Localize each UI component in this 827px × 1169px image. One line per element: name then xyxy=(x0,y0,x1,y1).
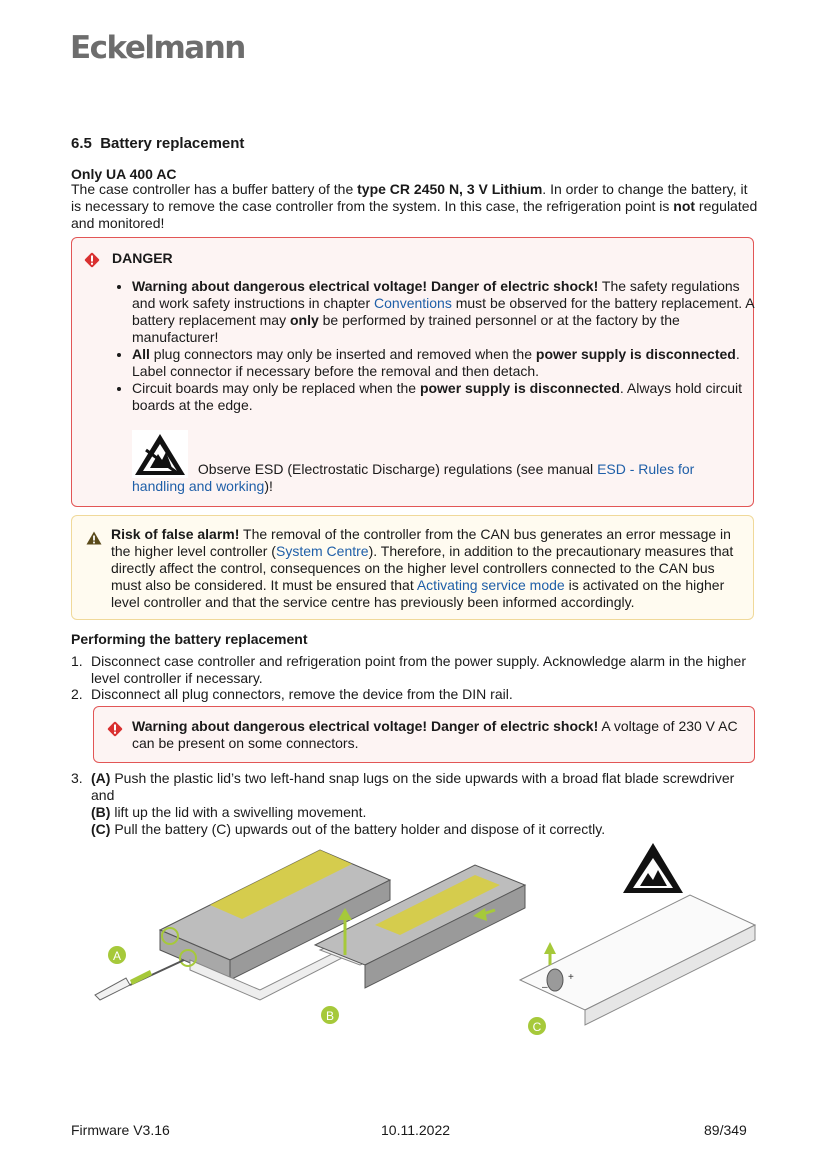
danger-icon xyxy=(84,252,100,268)
system-centre-link[interactable]: System Centre xyxy=(275,543,369,559)
warning-text: Risk of false alarm! The removal of the controller from the CAN bus generates an error message in the higher level controller (System Centre). Therefore, in addition to the precautionary measures that directly affect the control, consequences on the higher level controllers connected to the CAN bus must also be considered. It must be ensured that Activating service mode is activated on the higher level controller and that the service centre has previously been informed accordingly. xyxy=(111,526,734,610)
danger-list xyxy=(118,278,762,414)
svg-text:B: B xyxy=(325,1009,335,1023)
footer-firmware: Firmware V3.16 xyxy=(71,1122,170,1138)
esd-warning-icon xyxy=(132,430,188,478)
label-a xyxy=(108,946,126,964)
warning-box xyxy=(71,515,754,620)
svg-text:+: + xyxy=(568,972,574,983)
danger-item: • Circuit boards may only be replaced when the power supply is disconnected. Always hold circuit boards at the edge. xyxy=(132,380,762,414)
footer-page-number: 89/349 xyxy=(704,1122,747,1138)
intro-paragraph: The case controller has a buffer battery of the type CR 2450 N, 3 V Lithium. In order to change the battery, it is necessary to remove the case controller from the system. In this case, the refrigeration point is not regulated and monitored! xyxy=(71,181,758,231)
danger-item: • Warning about dangerous electrical voltage! Danger of electric shock! The safety regulations and work safety instructions in chapter Conventions must be observed for the battery replacement. A battery replacement may only be performed by trained personnel or at the factory by the manufacturer! xyxy=(132,278,762,346)
conventions-link[interactable]: Conventions xyxy=(374,295,452,311)
svg-text:C: C xyxy=(532,1020,542,1034)
label-b xyxy=(321,1006,339,1024)
danger-item: • All plug connectors may only be inserted and removed when the power supply is disconnected. Label connector if necessary before the removal and then detach. xyxy=(132,346,762,380)
procedure-title: Performing the battery replacement xyxy=(71,631,308,647)
esd-notice: Observe ESD (Electrostatic Discharge) regulations (see manual ESD - Rules for handling and working)! xyxy=(132,430,750,495)
service-mode-link[interactable]: Activating service mode xyxy=(416,577,565,593)
danger-title: DANGER xyxy=(112,250,173,266)
svg-text:A: A xyxy=(112,949,122,963)
voltage-warning-box xyxy=(93,706,755,763)
label-c xyxy=(528,1017,546,1035)
eckelmann-logo: Eckelmann xyxy=(70,30,245,66)
section-heading xyxy=(71,135,244,152)
voltage-warning-text: Warning about dangerous electrical voltage! Danger of electric shock! A voltage of 230 V AC can be present on some connectors. xyxy=(132,718,738,751)
danger-icon xyxy=(107,721,123,737)
screwdriver xyxy=(95,960,184,1000)
step-text: Disconnect case controller and refrigeration point from the power supply. Acknowledge alarm in the higher level controller if necessary. xyxy=(91,653,746,686)
esd-rules-link[interactable]: ESD - Rules for handling and working xyxy=(132,461,695,494)
battery-replacement-figure xyxy=(90,840,770,1060)
step-number: 2. xyxy=(71,686,83,702)
only-label: Only UA 400 AC xyxy=(71,166,177,182)
controller-open xyxy=(520,843,755,1025)
warning-triangle-icon xyxy=(86,531,102,545)
step-text: (A) Push the plastic lid’s two left-hand snap lugs on the side upwards with a broad flat blade screwdriver and (B) lift up the lid with a swivelling movement. (C) Pull the battery (C) upwards out of the battery holder and dispose of it correctly. xyxy=(91,770,735,837)
danger-box xyxy=(71,237,754,507)
svg-text:–: – xyxy=(542,982,548,993)
step-number: 3. xyxy=(71,770,83,786)
step-number: 1. xyxy=(71,653,83,669)
section-title: Battery replacement xyxy=(100,135,245,152)
footer-date: 10.11.2022 xyxy=(381,1122,451,1138)
section-number: 6.5 xyxy=(71,135,92,152)
step-text: Disconnect all plug connectors, remove the device from the DIN rail. xyxy=(91,686,513,702)
